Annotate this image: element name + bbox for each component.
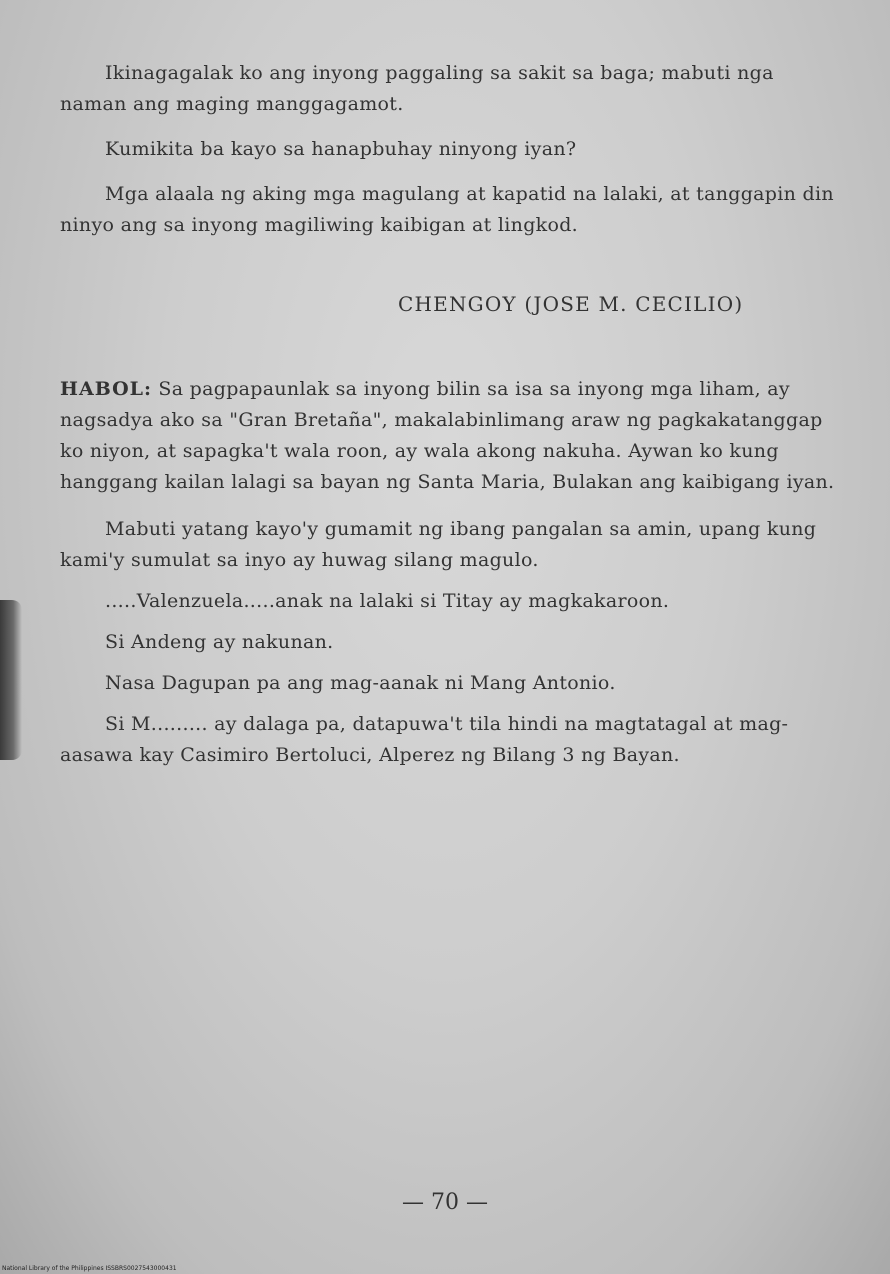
postscript-label: HABOL:: [60, 378, 153, 400]
paragraph-recovery: Ikinagagalak ko ang inyong paggaling sa sakit sa baga; mabuti nga naman ang maging manggagamot.: [60, 62, 774, 115]
paragraph-earnings-question: Kumikita ba kayo sa hanapbuhay ninyong iyan?: [105, 138, 577, 160]
signature: CHENGOY (JOSE M. CECILIO): [398, 292, 744, 316]
library-footer: National Library of the Philippines ISSBRS0027543000431: [2, 1265, 177, 1272]
paragraph-other-name: Mabuti yatang kayo'y gumamit ng ibang pangalan sa amin, upang kung kami'y sumulat sa inyo ay huwag silang magulo.: [60, 518, 817, 571]
paragraph-valenzuela: .....Valenzuela.....anak na lalaki si Titay ay magkakaroon.: [105, 590, 670, 612]
postscript-text: Sa pagpapaunlak sa inyong bilin sa isa sa inyong mga liham, ay nagsadya ako sa "Gran Bretaña", makalabinlimang araw ng pagkakatanggap ko niyon, at sapagka't wala roon, ay wala akong nakuha. Aywan ko kung hanggang kailan lalagi sa bayan ng Santa Maria, Bulakan ang kaibigang iyan.: [60, 378, 835, 493]
paragraph-dagupan: Nasa Dagupan pa ang mag-aanak ni Mang Antonio.: [105, 672, 616, 694]
paragraph-regards: Mga alaala ng aking mga magulang at kapatid na lalaki, at tanggapin din ninyo ang sa inyong magiliwing kaibigan at lingkod.: [60, 183, 834, 236]
page-edge-shadow: [0, 600, 22, 760]
postscript-section: [60, 374, 840, 771]
page-number: — 70 —: [402, 1190, 488, 1215]
paragraph-si-m: Si M......... ay dalaga pa, datapuwa't tila hindi na magtatagal at mag-aasawa kay Casimiro Bertoluci, Alperez ng Bilang 3 ng Bayan.: [60, 713, 789, 766]
letter-body-top: [60, 58, 840, 241]
paragraph-andeng: Si Andeng ay nakunan.: [105, 631, 334, 653]
